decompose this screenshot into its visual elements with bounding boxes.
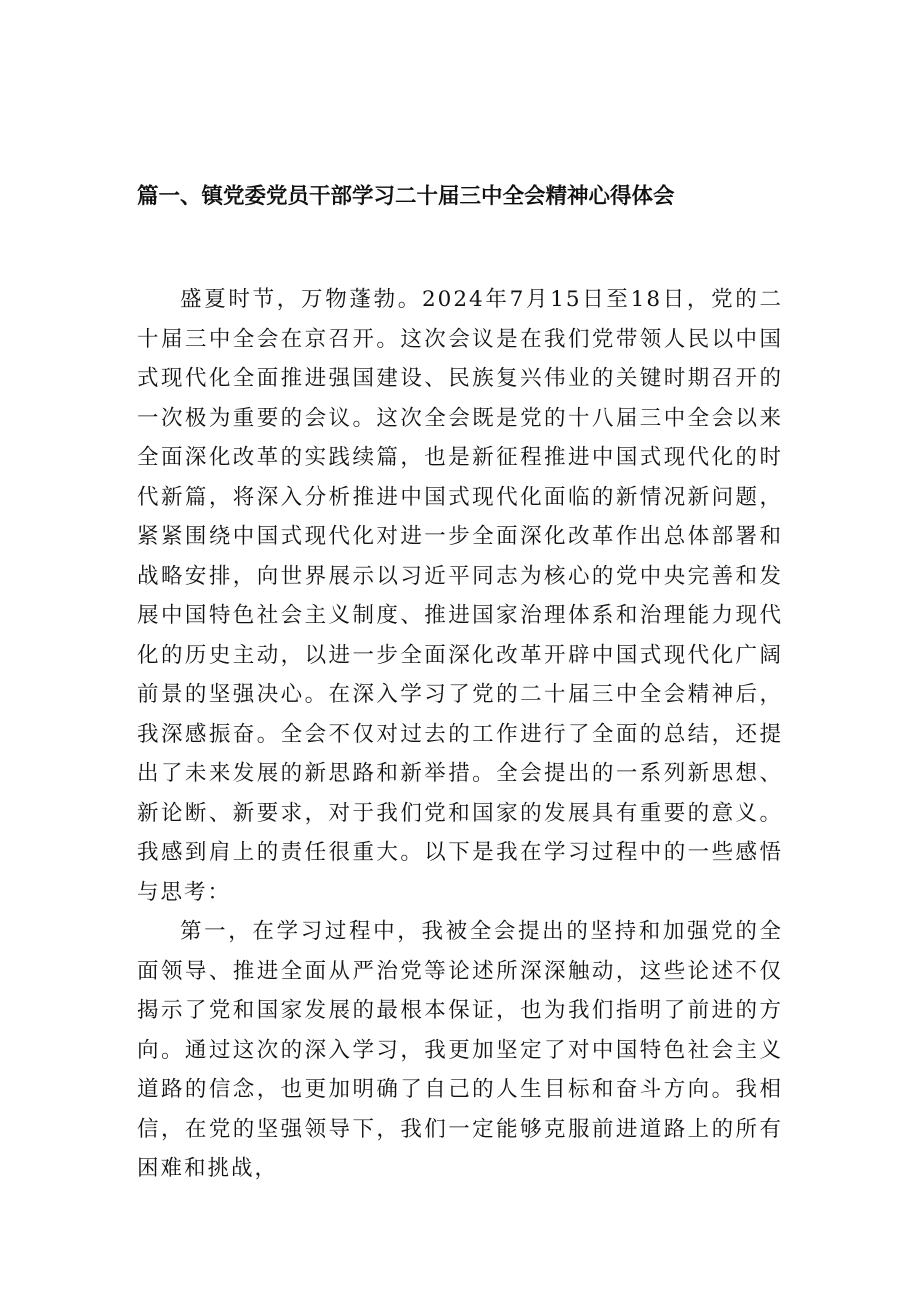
document-body [137, 280, 783, 1189]
paragraph-first-point: 第一，在学习过程中，我被全会提出的坚持和加强党的全面领导、推进全面从严治党等论述所深深触动，这些论述不仅揭示了党和国家发展的最根本保证，也为我们指明了前进的方向。通过这次的深入学习，我更加坚定了对中国特色社会主义道路的信念，也更加明确了自己的人生目标和奋斗方向。我相信，在党的坚强领导下，我们一定能够克服前进道路上的所有困难和挑战， [137, 919, 783, 1181]
paragraph-intro: 盛夏时节，万物蓬勃。2024年7月15日至18日，党的二十届三中全会在京召开。这次会议是在我们党带领人民以中国式现代化全面推进强国建设、民族复兴伟业的关键时期召开的一次极为重要的会议。这次全会既是党的十八届三中全会以来全面深化改革的实践续篇，也是新征程推进中国式现代化的时代新篇，将深入分析推进中国式现代化面临的新情况新问题，紧紧围绕中国式现代化对进一步全面深化改革作出总体部署和战略安排，向世界展示以习近平同志为核心的党中央完善和发展中国特色社会主义制度、推进国家治理体系和治理能力现代化的历史主动，以进一步全面深化改革开辟中国式现代化广阔前景的坚强决心。在深入学习了党的二十届三中全会精神后，我深感振奋。全会不仅对过去的工作进行了全面的总结，还提出了未来发展的新思路和新举措。全会提出的一系列新思想、新论断、新要求，对于我们党和国家的发展具有重要的意义。我感到肩上的责任很重大。以下是我在学习过程中的一些感悟与思考： [137, 287, 783, 905]
document-title: 篇一、镇党委党员干部学习二十届三中全会精神心得体会 [137, 184, 675, 209]
